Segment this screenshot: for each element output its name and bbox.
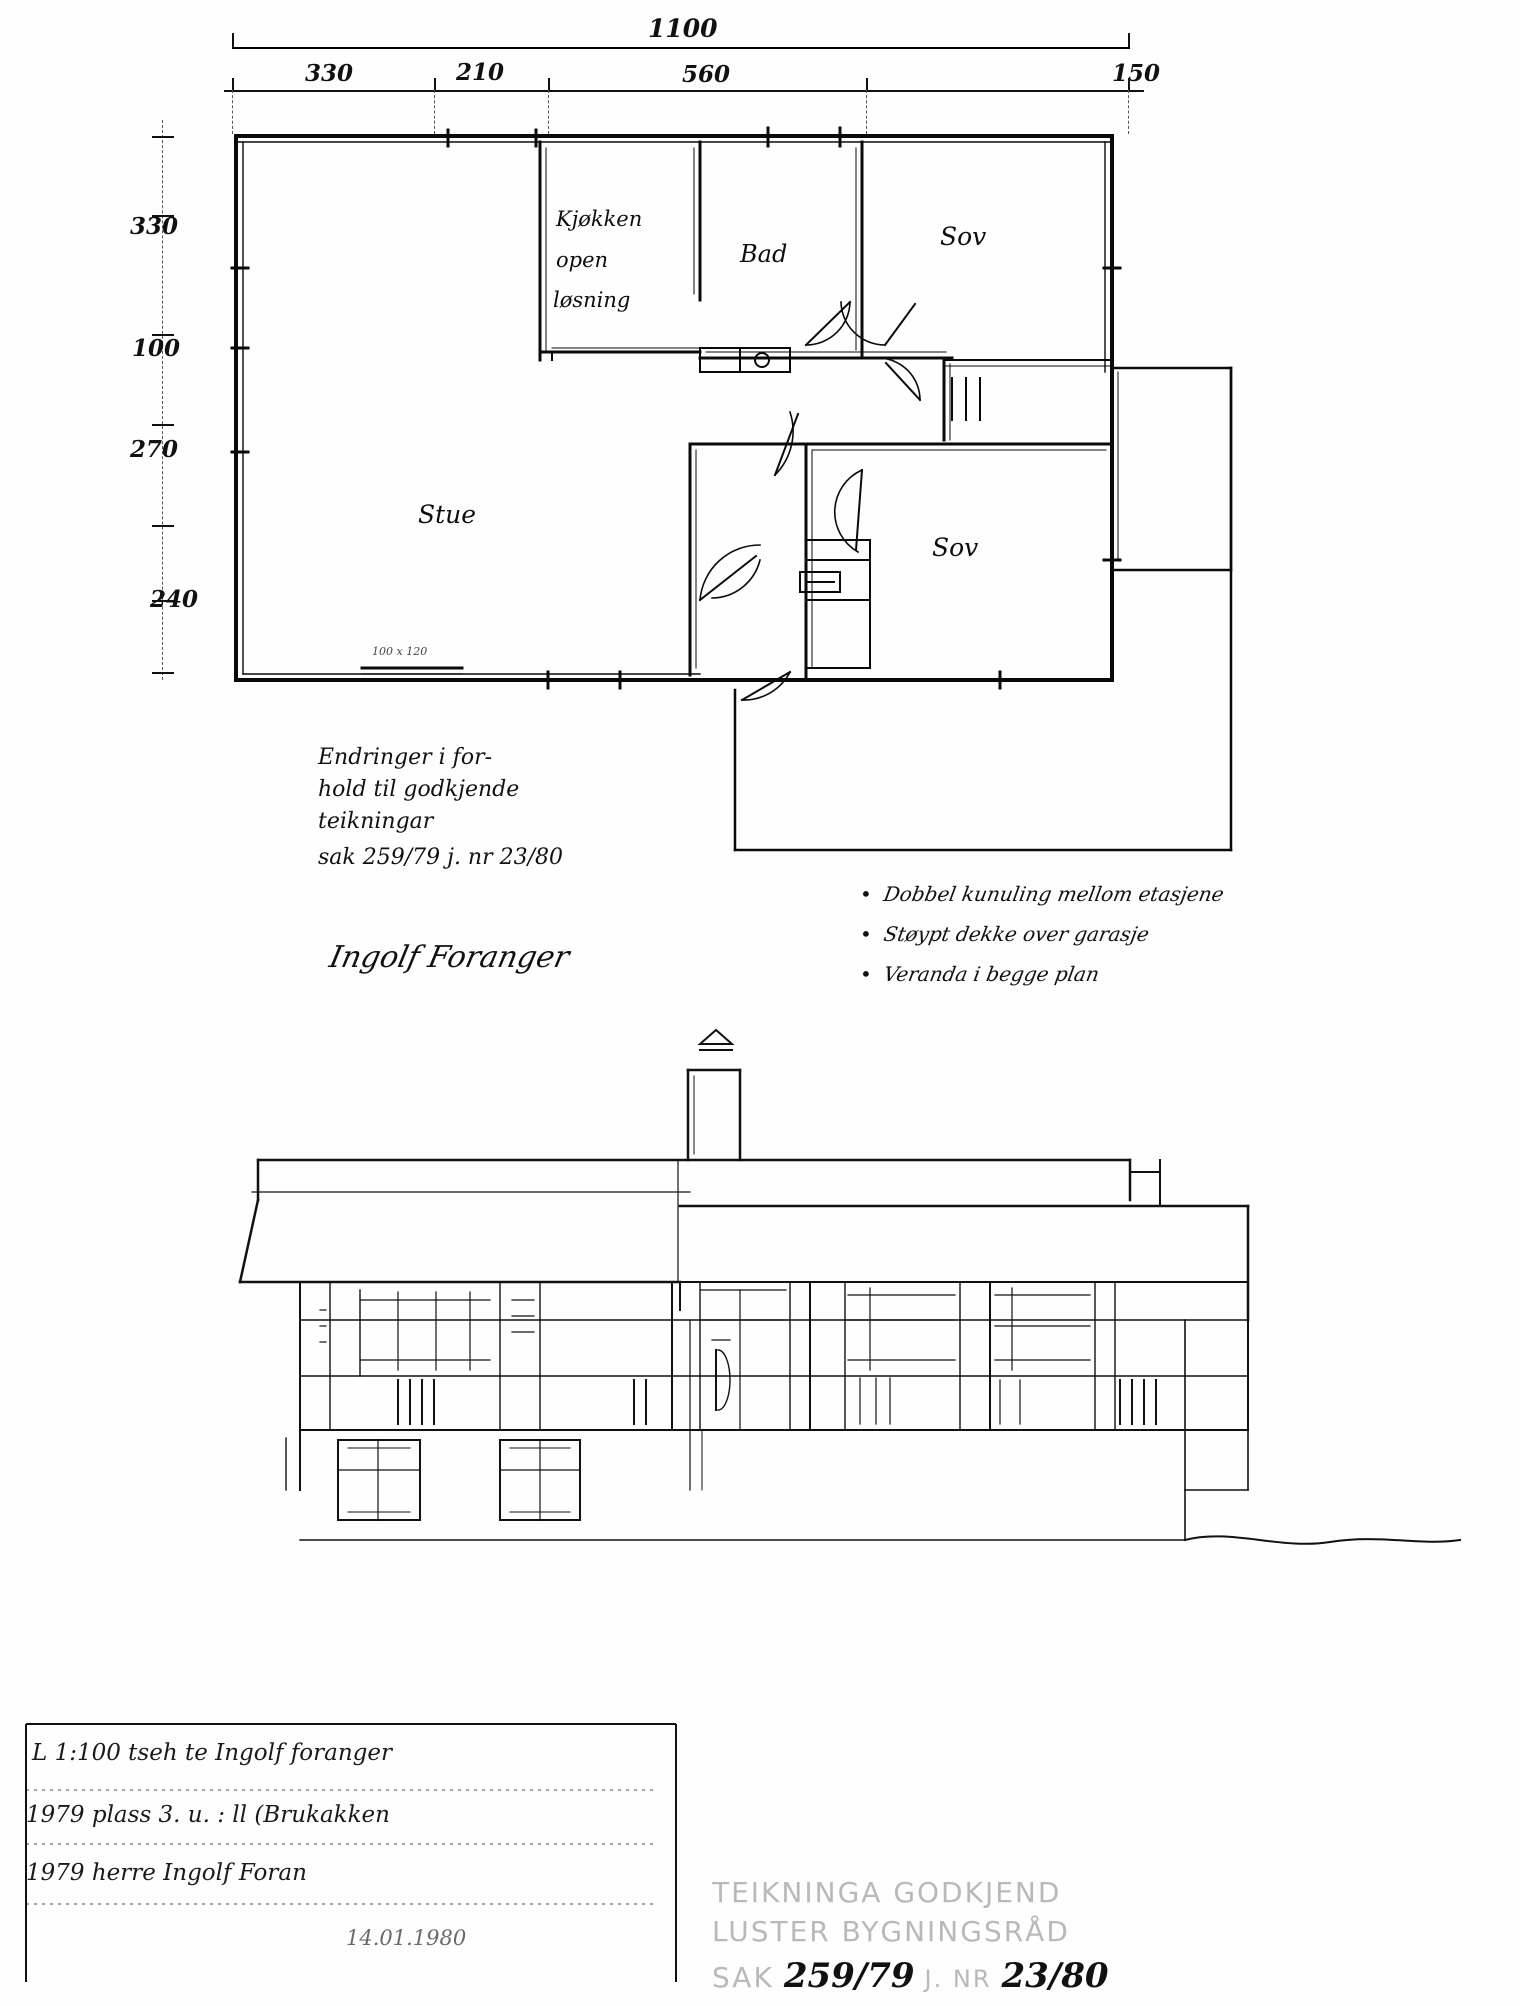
room-label-sov-upper: Sov (940, 222, 987, 251)
notes-bullets (860, 878, 1480, 990)
dim-150-top: 150 (1112, 60, 1161, 87)
elevation-drawing (0, 1020, 1520, 1660)
floor-plan (0, 0, 1520, 820)
bottom-left-block (16, 1720, 662, 1982)
stamp-sak-label: SAK (712, 1961, 774, 1994)
note-line-1: Endringer i for- (318, 745, 493, 770)
room-label-kitchen-losning: løsning (553, 288, 631, 312)
bottom-line-1: L 1:100 tseh te Ingolf foranger (32, 1740, 392, 1766)
dim-330-top: 330 (305, 60, 354, 87)
bottom-line-2: 1979 plass 3. u. : ll (Brukakken (26, 1802, 390, 1828)
note-line-2: hold til godkjende (318, 776, 520, 802)
bullet-marker-2: • (860, 922, 872, 946)
stamp-line-1: TEIKNINGA GODKJEND (712, 1876, 1062, 1909)
stamp-line-2: LUSTER BYGNINGSRÅD (712, 1915, 1070, 1948)
stamp-jnr-label: J. NR (924, 1965, 992, 1993)
dim-210-top: 210 (456, 59, 505, 86)
room-label-bad: Bad (740, 240, 788, 268)
window-tag-living: 100 x 120 (372, 645, 428, 658)
bullet-text-2: Støypt dekke over garasje (881, 922, 1151, 946)
dim-330-left: 330 (130, 213, 179, 240)
room-label-kitchen: Kjøkken (556, 207, 643, 231)
note-line-4: sak 259/79 j. nr 23/80 (318, 844, 564, 870)
signature-notes: Ingolf Foranger (326, 940, 573, 975)
bottom-line-4: 14.01.1980 (346, 1926, 467, 1950)
dim-270-left: 270 (130, 436, 179, 463)
dim-240-left: 240 (150, 586, 199, 613)
dim-100-left: 100 (132, 335, 181, 362)
bullet-text-3: Veranda i begge plan (881, 962, 1102, 986)
dim-total-label: 1100 (648, 14, 718, 43)
notes-left-block (318, 742, 748, 874)
stamp-jnr-number: 23/80 (1001, 1956, 1109, 1996)
note-line-3: teikningar (318, 808, 434, 834)
room-label-sov-lower: Sov (932, 533, 979, 562)
elevation-svg (0, 1020, 1520, 1660)
stamp-sak-number: 259/79 (783, 1956, 915, 1996)
dim-560-top: 560 (682, 61, 731, 88)
bullet-marker-1: • (860, 882, 872, 906)
bullet-marker-3: • (860, 962, 872, 986)
bottom-line-3: 1979 herre Ingolf Foran (26, 1860, 307, 1886)
room-label-stue: Stue (418, 500, 477, 529)
bullet-text-1: Dobbel kunuling mellom etasjene (881, 882, 1226, 906)
approval-stamp (712, 1876, 1292, 1996)
floor-plan-svg (0, 0, 1520, 820)
room-label-kitchen-open: open (556, 248, 609, 272)
